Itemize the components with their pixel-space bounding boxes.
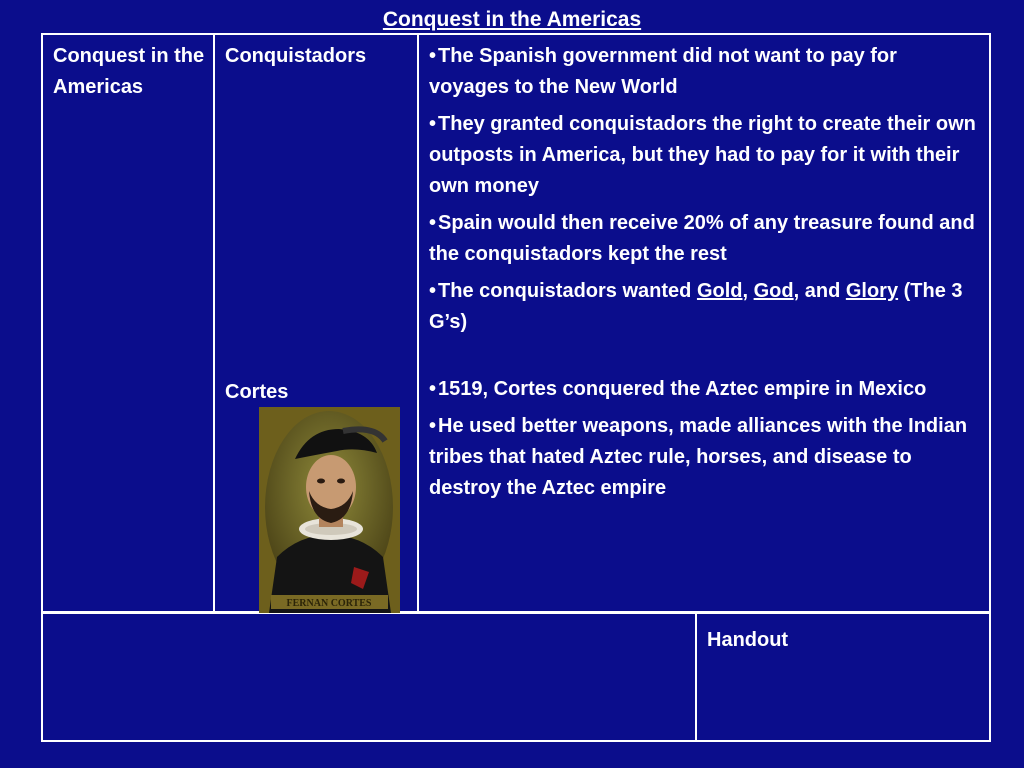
bullet-item: • They granted conquistadors the right to create their own outposts in America, but they had to pay for it with their own money [429,113,976,197]
god-term: God [753,280,794,302]
bullet-item: • He used better weapons, made alliances with the Indian tribes that hated Aztec rule, horses, and disease to destroy the Aztec empire [429,415,968,499]
handout-label: Handout [707,629,789,651]
row-divider [43,611,989,614]
gold-term: Gold [696,280,743,302]
spacer [429,344,979,374]
content-table [41,33,991,742]
topic-cell: Conquest in the Americas [53,45,205,98]
bullet-text: The Spanish government did not want to pay for voyages to the New World [429,45,897,98]
bullet-text: Spain would then receive 20% of any treasure found and the conquistadors kept the rest [429,212,975,265]
details-cell [429,41,979,510]
bullet-item: • The Spanish government did not want to pay for voyages to the New World [429,45,897,98]
subtopic-label: Conquistadors [225,45,367,67]
column-divider-1 [213,35,215,611]
slide-title: Conquest in the Americas [382,8,642,31]
bullet-text: He used better weapons, made alliances with the Indian tribes that hated Aztec rule, horses, and disease to destroy the Aztec empire [429,415,968,499]
three-gs-bullet: • The conquistadors wanted Gold, God, and Glory (The 3 G’s) [429,280,963,333]
cortes-portrait [259,407,400,613]
bullet-text: 1519, Cortes conquered the Aztec empire in Mexico [438,378,927,400]
bullet-text: They granted conquistadors the right to create their own outposts in America, but they had to pay for it with their own money [429,113,976,197]
column-divider-bottom [695,613,697,740]
bullet-item: • Spain would then receive 20% of any treasure found and the conquistadors kept the rest [429,212,975,265]
glory-term: Glory [845,280,899,302]
subtopic-cell [225,41,425,611]
cortes-label: Cortes [225,381,289,403]
portrait-caption: FERNAN CORTES [286,598,372,609]
bullet-item: • 1519, Cortes conquered the Aztec empire in Mexico [429,378,927,400]
cortes-portrait-image [259,407,400,613]
